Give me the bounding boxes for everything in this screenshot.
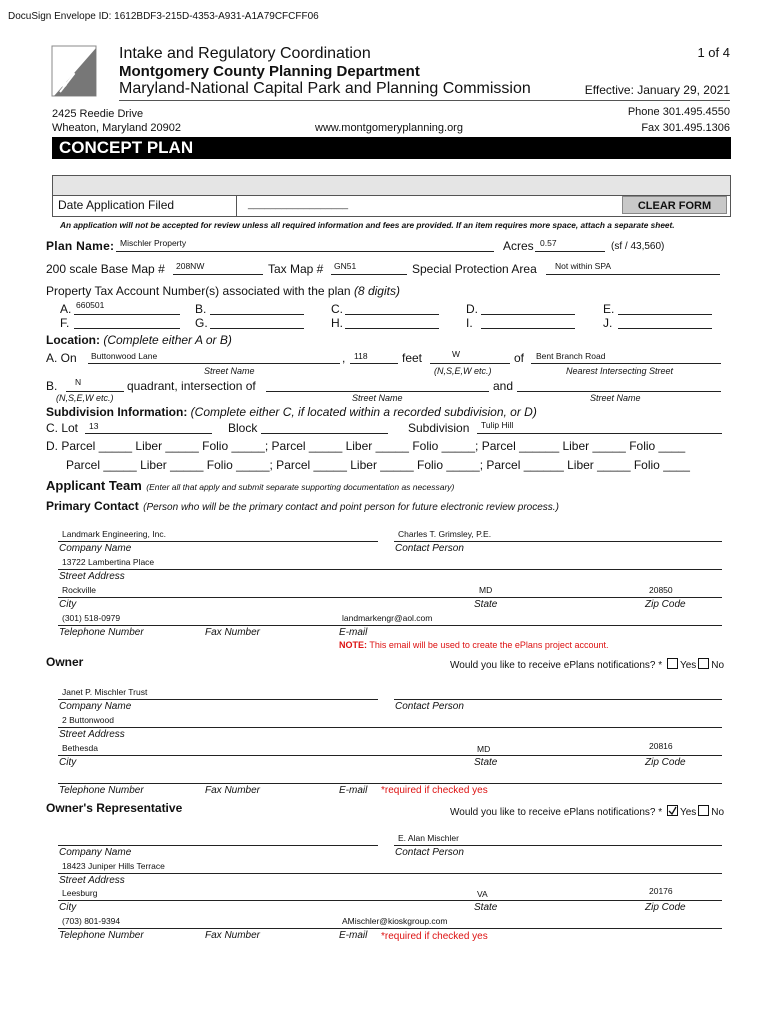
tax-f-label: F. bbox=[60, 316, 70, 330]
primary-phone-line bbox=[58, 625, 722, 626]
intersection-street1-field[interactable] bbox=[266, 391, 489, 392]
owner-heading: Owner bbox=[46, 655, 84, 669]
header-line3: Maryland-National Capital Park and Planning Commission bbox=[119, 80, 531, 97]
primary-email-field[interactable]: landmarkengr@aol.com bbox=[342, 613, 433, 623]
primary-contact-field[interactable]: Charles T. Grimsley, P.E. bbox=[398, 529, 492, 539]
rep-label-state: State bbox=[474, 902, 498, 913]
owner-state-field[interactable]: MD bbox=[477, 744, 491, 754]
rep-label-phone: Telephone Number bbox=[59, 930, 144, 941]
primary-contact-line bbox=[394, 541, 722, 542]
tax-a-field[interactable]: 660501 bbox=[76, 300, 105, 310]
base-map-line bbox=[173, 274, 263, 275]
rep-no-checkbox[interactable] bbox=[698, 805, 709, 816]
owner-label-phone: Telephone Number bbox=[59, 785, 144, 796]
primary-city-field[interactable]: Rockville bbox=[62, 585, 97, 595]
tax-e-label: E. bbox=[603, 302, 615, 316]
rep-street-line bbox=[58, 873, 722, 874]
rep-eplans-question: Would you like to receive ePlans notifications? * Yes No bbox=[450, 807, 725, 818]
tax-d-label: D. bbox=[466, 302, 478, 316]
tax-g-label: G. bbox=[195, 316, 208, 330]
form-title: CONCEPT PLAN bbox=[52, 137, 731, 159]
notice-text: An application will not be accepted for review unless all required information and fees are provided. If an item requires more space, attach a separate sheet. bbox=[60, 220, 675, 230]
check-icon bbox=[668, 806, 677, 815]
tax-accounts-label: Property Tax Account Number(s) associated with the plan (8 digits) bbox=[46, 284, 400, 298]
rep-city-field[interactable]: Leesburg bbox=[62, 888, 98, 898]
location-a-label: A. On bbox=[46, 351, 77, 365]
date-filed-box bbox=[52, 175, 731, 217]
owner-label-contact: Contact Person bbox=[395, 701, 464, 712]
feet-line bbox=[350, 363, 398, 364]
tax-h-field[interactable] bbox=[345, 328, 439, 329]
rep-zip-field[interactable]: 20176 bbox=[649, 886, 673, 896]
tax-f-field[interactable] bbox=[74, 328, 180, 329]
clear-form-button[interactable]: CLEAR FORM bbox=[622, 196, 727, 214]
tax-b-label: B. bbox=[195, 302, 207, 316]
intersection-street2-field[interactable] bbox=[517, 391, 721, 392]
rep-label-zip: Zip Code bbox=[645, 902, 686, 913]
owner-eplans-question: Would you like to receive ePlans notifications? * Yes No bbox=[450, 660, 725, 671]
website: www.montgomeryplanning.org bbox=[315, 122, 463, 134]
primary-company-field[interactable]: Landmark Engineering, Inc. bbox=[62, 529, 166, 539]
label-zip: Zip Code bbox=[645, 599, 686, 610]
location-a-street-field[interactable]: Buttonwood Lane bbox=[91, 351, 158, 361]
address-line2: Wheaton, Maryland 20902 bbox=[52, 122, 182, 134]
tax-g-field[interactable] bbox=[210, 328, 304, 329]
direction-line bbox=[430, 363, 510, 364]
primary-city-line bbox=[58, 597, 722, 598]
rep-email-field[interactable]: AMischler@kioskgroup.com bbox=[342, 916, 448, 926]
owner-yes-checkbox[interactable] bbox=[667, 658, 678, 669]
parcel-row-2: Parcel _____ Liber _____ Folio _____; Parcel _____ Liber _____ Folio _____; Parcel ______ Liber _____ Folio ____ bbox=[66, 458, 690, 472]
label-city: City bbox=[59, 599, 77, 610]
rep-street-field[interactable]: 18423 Juniper Hills Terrace bbox=[62, 861, 165, 871]
block-field[interactable] bbox=[261, 433, 388, 434]
subdivision-line bbox=[477, 433, 722, 434]
mncppc-logo bbox=[50, 44, 98, 98]
owner-required-note: *required if checked yes bbox=[381, 785, 488, 796]
sf-label: (sf / 43,560) bbox=[611, 241, 665, 252]
owner-label-city: City bbox=[59, 757, 77, 768]
tax-h-label: H. bbox=[331, 316, 343, 330]
owner-company-line bbox=[58, 699, 378, 700]
owner-street-field[interactable]: 2 Buttonwood bbox=[62, 715, 114, 725]
subdivision-label: Subdivision bbox=[408, 421, 470, 435]
spa-field[interactable]: Not within SPA bbox=[555, 261, 612, 271]
location-b-label: B. bbox=[46, 379, 58, 393]
owner-zip-field[interactable]: 20816 bbox=[649, 741, 673, 751]
subdivision-field[interactable]: Tulip Hill bbox=[481, 420, 514, 430]
acres-label: Acres bbox=[503, 239, 534, 253]
owner-city-field[interactable]: Bethesda bbox=[62, 743, 98, 753]
owner-company-field[interactable]: Janet P. Mischler Trust bbox=[62, 687, 148, 697]
acres-line bbox=[535, 251, 605, 252]
quadrant-field[interactable]: N bbox=[75, 377, 82, 387]
owner-label-zip: Zip Code bbox=[645, 757, 686, 768]
primary-contact-heading: Primary Contact (Person who will be the primary contact and point person for future electronic review process.) bbox=[46, 499, 559, 513]
tax-i-field[interactable] bbox=[481, 328, 575, 329]
tax-e-field[interactable] bbox=[618, 314, 712, 315]
location-heading: Location: (Complete either A or B) bbox=[46, 333, 232, 347]
label-contact: Contact Person bbox=[395, 543, 464, 554]
subdivision-heading: Subdivision Information: (Complete either C, if located within a recorded subdivision, or D) bbox=[46, 405, 537, 419]
primary-street-field[interactable]: 13722 Lambertina Place bbox=[62, 557, 155, 567]
tax-j-field[interactable] bbox=[618, 328, 712, 329]
primary-state-field[interactable]: MD bbox=[479, 585, 493, 595]
rep-label-company: Company Name bbox=[59, 847, 132, 858]
plan-name-field[interactable]: Mischler Property bbox=[120, 238, 187, 248]
rep-company-field[interactable] bbox=[58, 845, 378, 846]
tax-map-label: Tax Map # bbox=[268, 262, 324, 276]
label-state: State bbox=[474, 599, 498, 610]
rep-phone-field[interactable]: (703) 801-9394 bbox=[62, 916, 121, 926]
tax-a-label: A. bbox=[60, 302, 72, 316]
primary-street-line bbox=[58, 569, 722, 570]
plan-name-line bbox=[116, 251, 494, 252]
tax-i-label: I. bbox=[466, 316, 473, 330]
rep-label-email: E-mail bbox=[339, 930, 368, 941]
primary-note: NOTE: This email will be used to create the ePlans project account. bbox=[339, 640, 609, 650]
owner-phone-field[interactable] bbox=[58, 783, 722, 784]
location-comma: , bbox=[342, 351, 346, 365]
rep-phone-line bbox=[58, 928, 722, 929]
address-line1: 2425 Reedie Drive bbox=[52, 108, 144, 120]
primary-zip-field[interactable]: 20850 bbox=[649, 585, 673, 595]
owner-no-checkbox[interactable] bbox=[698, 658, 709, 669]
owner-label-company: Company Name bbox=[59, 701, 132, 712]
envelope-id: DocuSign Envelope ID: 1612BDF3-215D-4353-A931-A1A79CFCFF06 bbox=[8, 11, 319, 22]
owner-contact-field[interactable] bbox=[394, 699, 722, 700]
page-number: 1 of 4 bbox=[697, 45, 730, 60]
rep-state-field[interactable]: VA bbox=[477, 889, 488, 899]
rep-contact-line bbox=[394, 845, 722, 846]
tax-c-field[interactable] bbox=[345, 314, 439, 315]
label-street: Street Address bbox=[59, 571, 125, 582]
direction-hint: (N,S,E,W etc.) bbox=[434, 366, 492, 376]
phone: Phone 301.495.4550 bbox=[627, 106, 730, 118]
tax-map-field[interactable]: GN51 bbox=[334, 261, 357, 271]
feet-label: feet bbox=[402, 351, 423, 365]
fax: Fax 301.495.1306 bbox=[641, 122, 730, 134]
base-map-field[interactable]: 208NW bbox=[176, 261, 205, 271]
tax-c-label: C. bbox=[331, 302, 343, 316]
quadrant-hint: (N,S,E,W etc.) bbox=[56, 393, 114, 403]
spa-label: Special Protection Area bbox=[412, 262, 537, 276]
tax-d-field[interactable] bbox=[481, 314, 575, 315]
owner-label-email: E-mail bbox=[339, 785, 368, 796]
street-name-hint-b1: Street Name bbox=[352, 393, 403, 403]
date-filed-field[interactable]: __________________ bbox=[248, 199, 349, 210]
direction-field[interactable]: W bbox=[452, 349, 461, 359]
of-label: of bbox=[514, 351, 525, 365]
tax-map-line bbox=[331, 274, 407, 275]
nearest-street-hint: Nearest Intersecting Street bbox=[566, 366, 674, 376]
plan-name-label: Plan Name: bbox=[46, 239, 115, 253]
lot-label: C. Lot bbox=[46, 421, 79, 435]
owner-label-fax: Fax Number bbox=[205, 785, 261, 796]
owner-label-street: Street Address bbox=[59, 729, 125, 740]
header-line1: Intake and Regulatory Coordination bbox=[119, 45, 371, 62]
primary-phone-field[interactable]: (301) 518-0979 bbox=[62, 613, 121, 623]
nearest-street-line bbox=[531, 363, 721, 364]
feet-field[interactable]: 118 bbox=[354, 351, 368, 361]
tax-b-field[interactable] bbox=[210, 314, 304, 315]
label-email: E-mail bbox=[339, 627, 368, 638]
rep-label-city: City bbox=[59, 902, 77, 913]
date-filed-label: Date Application Filed bbox=[58, 198, 175, 212]
rep-required-note: *required if checked yes bbox=[381, 931, 488, 942]
primary-company-line bbox=[58, 541, 378, 542]
and-label: and bbox=[493, 379, 514, 393]
label-fax: Fax Number bbox=[205, 627, 261, 638]
owner-street-line bbox=[58, 727, 722, 728]
spa-line bbox=[546, 274, 720, 275]
rep-yes-checkbox[interactable] bbox=[667, 805, 678, 816]
tax-a-line bbox=[74, 314, 180, 315]
rep-label-street: Street Address bbox=[59, 875, 125, 886]
nearest-street-field[interactable]: Bent Branch Road bbox=[536, 351, 606, 361]
effective-date: Effective: January 29, 2021 bbox=[584, 83, 730, 97]
header-line2: Montgomery County Planning Department bbox=[119, 63, 420, 80]
tax-j-label: J. bbox=[603, 316, 613, 330]
street-name-hint-b2: Street Name bbox=[590, 393, 641, 403]
owner-city-line bbox=[58, 755, 722, 756]
applicant-team-heading: Applicant Team (Enter all that apply and submit separate supporting documentation as necessary) bbox=[46, 478, 455, 493]
parcel-row-1: D. Parcel _____ Liber _____ Folio _____; Parcel _____ Liber _____ Folio _____; Parcel ______ Liber _____ Folio ____ bbox=[46, 439, 686, 453]
rep-heading: Owner's Representative bbox=[46, 801, 183, 815]
rep-city-line bbox=[58, 900, 722, 901]
rep-label-contact: Contact Person bbox=[395, 847, 464, 858]
base-map-label: 200 scale Base Map # bbox=[46, 262, 165, 276]
acres-field[interactable]: 0.57 bbox=[540, 238, 557, 248]
location-a-street-line bbox=[88, 363, 340, 364]
quadrant-line bbox=[66, 391, 124, 392]
owner-label-state: State bbox=[474, 757, 498, 768]
lot-line bbox=[85, 433, 212, 434]
header-rule bbox=[119, 100, 730, 101]
rep-label-fax: Fax Number bbox=[205, 930, 261, 941]
rep-contact-field[interactable]: E. Alan Mischler bbox=[398, 833, 459, 843]
street-name-hint-a: Street Name bbox=[204, 366, 255, 376]
lot-field[interactable]: 13 bbox=[89, 421, 99, 431]
block-label: Block bbox=[228, 421, 258, 435]
label-company: Company Name bbox=[59, 543, 132, 554]
label-phone: Telephone Number bbox=[59, 627, 144, 638]
quadrant-label: quadrant, intersection of bbox=[127, 379, 256, 393]
